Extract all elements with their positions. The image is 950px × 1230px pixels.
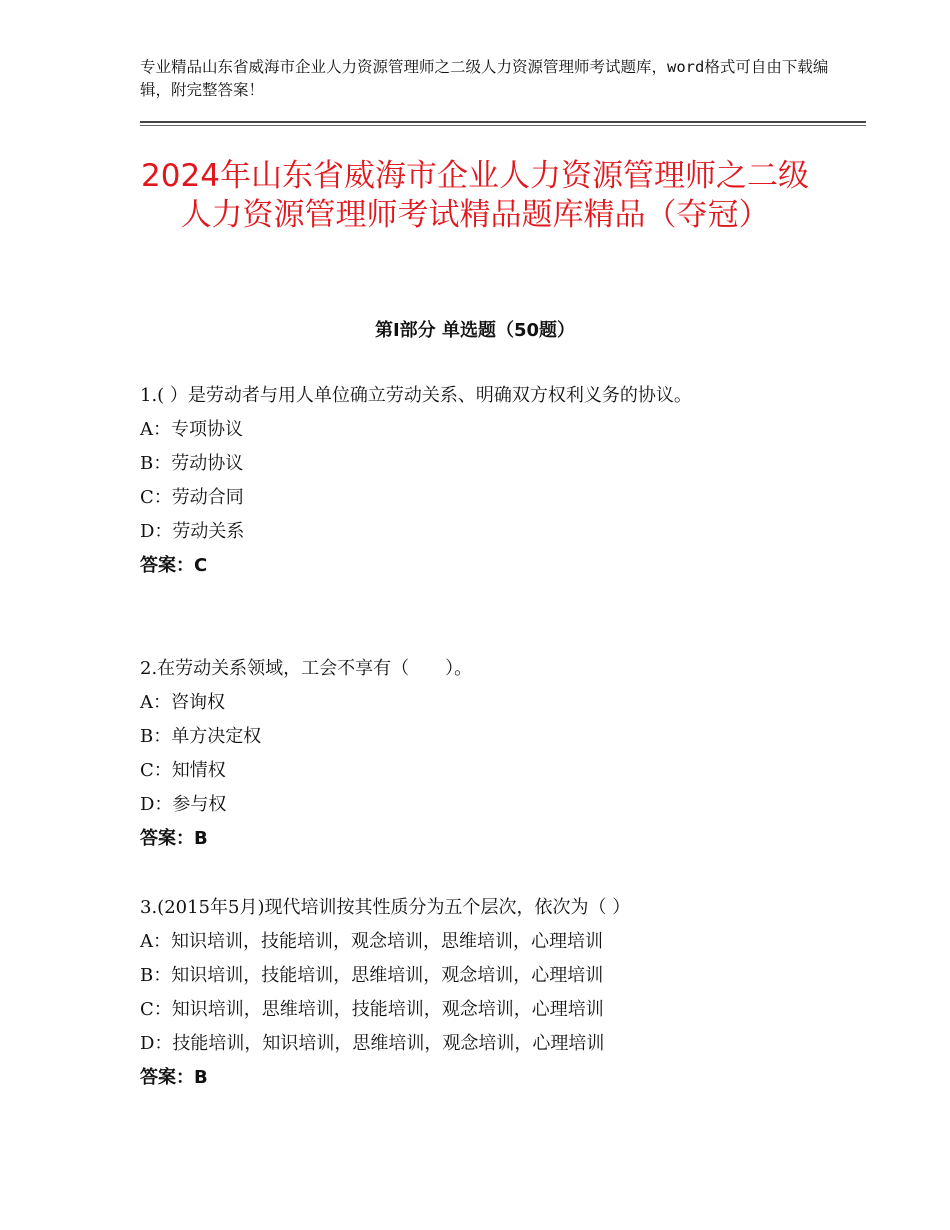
- question-1: [140, 379, 800, 583]
- header-note: 专业精品山东省威海市企业人力资源管理师之二级人力资源管理师考试题库，word格式可自由下载编辑，附完整答案！: [140, 58, 829, 99]
- option-b: B：单方决定权: [140, 726, 262, 747]
- section-title: 第Ⅰ部分 单选题（50题）: [374, 320, 575, 341]
- answer: 答案：B: [140, 828, 208, 849]
- question-stem: 1.( ）是劳动者与用人单位确立劳动关系、明确双方权利义务的协议。: [140, 385, 692, 406]
- option-a: A：知识培训，技能培训，观念培训，思维培训，心理培训: [140, 931, 603, 952]
- option-a: A：专项协议: [140, 419, 243, 440]
- option-c: C：知情权: [140, 760, 226, 781]
- question-3: [140, 891, 800, 1095]
- document-title: 2024年山东省威海市企业人力资源管理师之二级人力资源管理师考试精品题库精品（夺冠）: [141, 158, 809, 233]
- option-b: B：劳动协议: [140, 453, 244, 474]
- answer: 答案：B: [140, 1067, 208, 1088]
- question-2: [140, 652, 800, 856]
- header-divider-thin: [140, 125, 866, 126]
- option-d: D：技能培训，知识培训，思维培训，观念培训，心理培训: [140, 1033, 605, 1054]
- header-divider-thick: [140, 121, 866, 123]
- option-b: B：知识培训，技能培训，思维培训，观念培训，心理培训: [140, 965, 604, 986]
- question-stem: 2.在劳动关系领域，工会不享有（ ）。: [140, 658, 473, 679]
- question-stem: 3.(2015年5月)现代培训按其性质分为五个层次，依次为（ ）: [140, 897, 631, 918]
- option-d: D：参与权: [140, 794, 227, 815]
- option-c: C：劳动合同: [140, 487, 244, 508]
- option-d: D：劳动关系: [140, 521, 245, 542]
- option-c: C：知识培训，思维培训，技能培训，观念培训，心理培训: [140, 999, 604, 1020]
- answer: 答案：C: [140, 555, 208, 576]
- option-a: A：咨询权: [140, 692, 225, 713]
